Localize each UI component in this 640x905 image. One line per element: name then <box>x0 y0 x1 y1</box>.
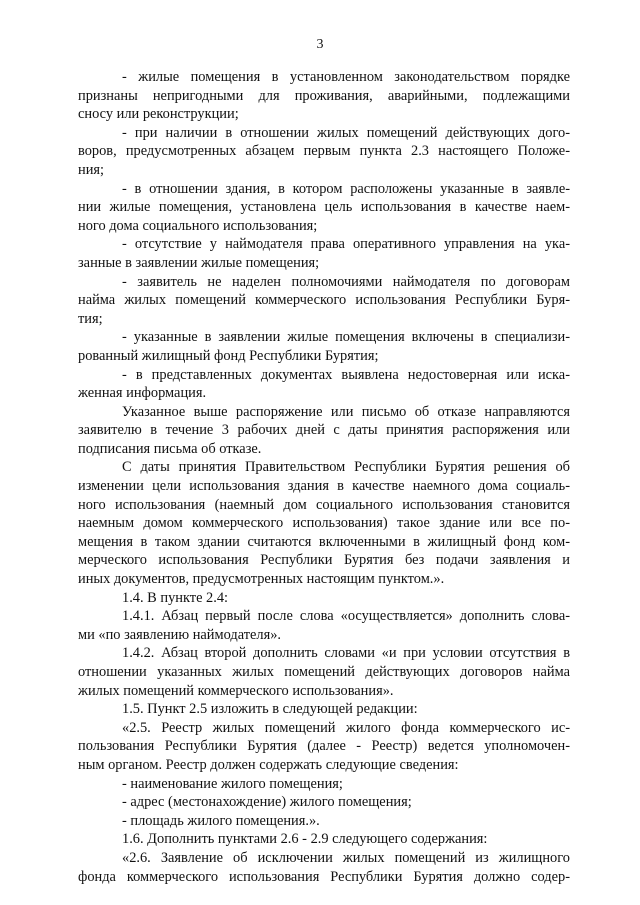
text-line: ным органом. Реестр должен содержать следующие сведения: <box>78 756 459 773</box>
text-line: фонда коммерческого использования Республики Бурятия должно содер- <box>78 868 570 885</box>
text-line: жилых помещений коммерческого использования». <box>78 682 394 699</box>
text-line: - адрес (местонахождение) жилого помещения; <box>122 794 412 811</box>
text-line: - в представленных документах выявлена недостоверная или иска- <box>122 366 570 383</box>
text-line: мерческого использования Республики Бурятия без подачи заявления и <box>78 552 570 569</box>
text-line: - при наличии в отношении жилых помещений действующих дого- <box>122 124 570 141</box>
text-line: иных документов, предусмотренных настоящим пунктом.». <box>78 571 445 588</box>
page-number: 3 <box>316 37 324 52</box>
text-line: «2.5. Реестр жилых помещений жилого фонда коммерческого ис- <box>122 719 570 736</box>
text-line: 1.4.2. Абзац второй дополнить словами «и при условии отсутствия в <box>122 645 570 662</box>
text-line: 1.6. Дополнить пунктами 2.6 - 2.9 следующего содержания: <box>122 831 488 848</box>
text-line: 1.4.1. Абзац первый после слова «осуществляется» дополнить слова- <box>122 608 570 625</box>
text-line: нии жилые помещения, установлена цель использования в качестве наем- <box>78 199 570 216</box>
text-line: ного дома социального использования; <box>78 217 318 234</box>
body-text <box>78 68 570 886</box>
text-line: подписания письма об отказе. <box>78 440 262 457</box>
text-line: - площадь жилого помещения.». <box>122 812 320 829</box>
text-line: наемным домом коммерческого использования) такое здание или все по- <box>78 515 570 532</box>
text-line: рованный жилищный фонд Республики Бурятия; <box>78 347 379 364</box>
text-line: Указанное выше распоряжение или письмо об отказе направляются <box>122 403 570 420</box>
text-line: занные в заявлении жилые помещения; <box>78 254 320 271</box>
text-line: ного использования (наемный дом социального использования становится <box>78 496 570 513</box>
text-line: заявителю в течение 3 рабочих дней с даты принятия распоряжения или <box>78 422 570 439</box>
text-line: воров, предусмотренных абзацем первым пункта 2.3 настоящего Положе- <box>78 143 570 160</box>
text-line: мещения в таком здании считаются включенными в жилищный фонд ком- <box>78 533 570 550</box>
text-line: - заявитель не наделен полномочиями наймодателя по договорам <box>122 273 570 290</box>
text-line: «2.6. Заявление об исключении жилых помещений из жилищного <box>122 849 570 866</box>
text-line: тия; <box>78 310 103 327</box>
text-line: женная информация. <box>78 385 207 402</box>
text-line: признаны непригодными для проживания, аварийными, подлежащими <box>78 87 570 104</box>
text-line: 1.4. В пункте 2.4: <box>122 589 229 606</box>
text-line: сносу или реконструкции; <box>78 106 239 123</box>
text-line: ния; <box>78 161 105 178</box>
text-line: - указанные в заявлении жилые помещения включены в специализи- <box>122 329 570 346</box>
text-line: ми «по заявлению наймодателя». <box>78 626 281 643</box>
text-line: - отсутствие у наймодателя права оперативного управления на ука- <box>122 236 570 253</box>
text-line: изменении цели использования здания в качестве наемного дома социаль- <box>78 478 570 495</box>
text-line: 1.5. Пункт 2.5 изложить в следующей редакции: <box>122 701 418 718</box>
text-line: С даты принятия Правительством Республики Бурятия решения об <box>122 459 570 476</box>
text-line: - в отношении здания, в котором расположены указанные в заявле- <box>122 180 570 197</box>
text-line: пользования Республики Бурятия (далее - Реестр) ведется уполномочен- <box>78 738 570 755</box>
text-line: отношении указанных жилых помещений действующих договоров найма <box>78 664 570 680</box>
text-line: - наименование жилого помещения; <box>122 775 343 792</box>
text-line: - жилые помещения в установленном законодательством порядке <box>122 69 570 85</box>
text-line: найма жилых помещений коммерческого использования Республики Буря- <box>78 292 570 309</box>
